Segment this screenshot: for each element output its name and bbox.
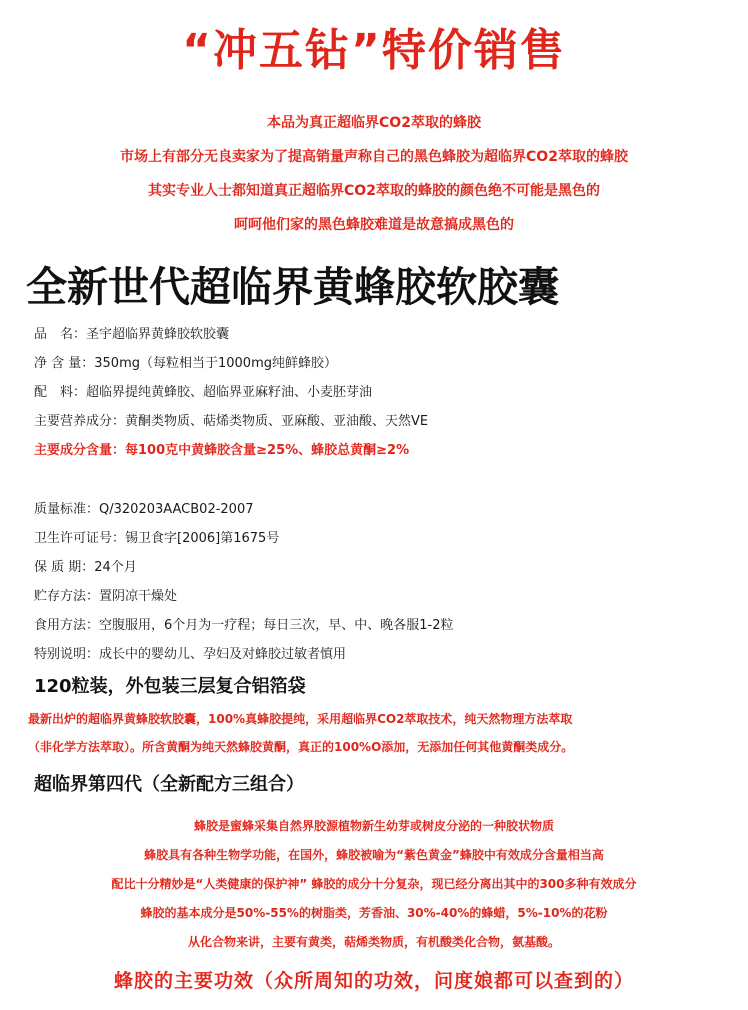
spec-label: 特别说明： [34, 647, 100, 662]
spec-row-storage [34, 582, 724, 611]
packaging-line: （非化学方法萃取）。所含黄酮为纯天然蜂胶黄酮，真正的100%O添加，无添加任何其他黄酮类成分。 [28, 740, 574, 754]
sale-title: “冲五钻”特价销售 [182, 25, 566, 76]
packaging-line: 最新出炉的超临界黄蜂胶软胶囊，100%真蜂胶提纯，采用超临界CO2萃取技术，纯天然物理方法萃取 [28, 712, 573, 726]
spec-row-net-content [34, 349, 724, 378]
about-line: 配比十分精妙是“人类健康的保护神” 蜂胶的成分十分复杂，现已经分离出其中的300多种有效成分 [111, 877, 637, 891]
intro-line: 其实专业人士都知道真正超临界CO2萃取的蜂胶的颜色绝不可能是黑色的 [148, 183, 600, 199]
spec-label: 质量标准： [34, 502, 100, 517]
about-line: 蜂胶的基本成分是50%-55%的树脂类，芳香油、30%-40%的蜂蜡，5%-10%的花粉 [140, 906, 608, 920]
spec-row-usage [34, 611, 724, 640]
spec-label: 保 质 期： [34, 560, 95, 575]
spec-label: 食用方法： [34, 618, 100, 633]
spec-label: 主要成分含量： [34, 443, 126, 458]
spec-row-license [34, 524, 724, 553]
spec-label: 卫生许可证号： [34, 531, 126, 546]
propolis-about [0, 812, 748, 957]
intro-line: 市场上有部分无良卖家为了提高销量声称自己的黑色蜂胶为超临界CO2萃取的蜂胶 [120, 149, 628, 165]
about-line: 从化合物来讲，主要有黄类，萜烯类物质，有机酸类化合物，氨基酸。 [187, 935, 560, 949]
spec-value: 置阴凉干燥处 [99, 589, 178, 604]
product-headline: 全新世代超临界黄蜂胶软胶囊 [26, 263, 559, 311]
spec-label: 贮存方法： [34, 589, 100, 604]
spec-list [34, 320, 724, 669]
spec-value: 圣宇超临界黄蜂胶软胶囊 [86, 327, 230, 342]
spec-value: Q/320203AACB02-2007 [99, 502, 254, 517]
generation-heading: 超临界第四代（全新配方三组合） [34, 774, 304, 795]
spacer [34, 465, 724, 495]
spec-label: 主要营养成分： [34, 414, 126, 429]
spec-value: 黄酮类物质、萜烯类物质、亚麻酸、亚油酸、天然VE [125, 414, 429, 429]
spec-row-special-note [34, 640, 724, 669]
spec-row-content-level [34, 436, 724, 465]
spec-label: 净 含 量： [34, 356, 95, 371]
spec-label: 品 名： [34, 327, 87, 342]
intro-line: 本品为真正超临界CO2萃取的蜂胶 [267, 115, 481, 131]
spec-row-nutrients [34, 407, 724, 436]
about-line: 蜂胶是蜜蜂采集自然界胶源植物新生幼芽或树皮分泌的一种胶状物质 [193, 819, 554, 833]
spec-value: 350mg（每粒相当于1000mg纯鲜蜂胶） [94, 356, 337, 371]
about-line: 蜂胶具有各种生物学功能，在国外，蜂胶被喻为“紫色黄金”蜂胶中有效成分含量相当高 [144, 848, 604, 862]
packaging-description [28, 705, 728, 761]
spec-row-name [34, 320, 724, 349]
spec-value: 空腹服用，6个月为一疗程；每日三次，早、中、晚各服1-2粒 [99, 618, 454, 633]
packaging-heading: 120粒装，外包装三层复合铝箔袋 [34, 676, 306, 697]
intro-notice [0, 106, 748, 242]
spec-row-standard [34, 495, 724, 524]
spec-value: 超临界提纯黄蜂胶、超临界亚麻籽油、小麦胚芽油 [86, 385, 373, 400]
spec-value: 每100克中黄蜂胶含量≥25%、蜂胶总黄酮≥2% [125, 443, 410, 458]
spec-row-ingredients [34, 378, 724, 407]
intro-line: 呵呵他们家的黑色蜂胶难道是故意搞成黑色的 [234, 217, 514, 233]
spec-row-shelf-life [34, 553, 724, 582]
effects-heading: 蜂胶的主要功效（众所周知的功效，问度娘都可以查到的） [113, 970, 634, 992]
spec-value: 锡卫食字[2006]第1675号 [125, 531, 280, 546]
spec-value: 成长中的婴幼儿、孕妇及对蜂胶过敏者慎用 [99, 647, 347, 662]
spec-value: 24个月 [94, 560, 137, 575]
spec-label: 配 料： [34, 385, 87, 400]
